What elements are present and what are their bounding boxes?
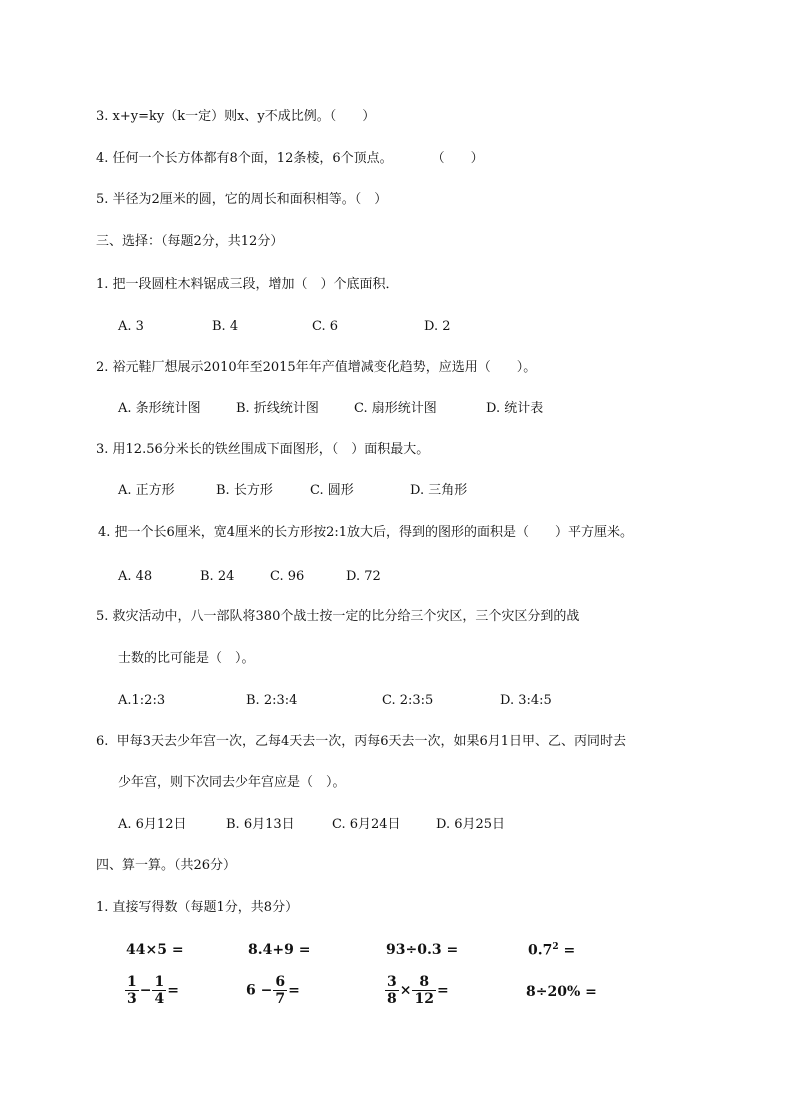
mc-q4-option-d: D. 72 (346, 569, 381, 584)
mc-q3-option-b: B. 长方形 (216, 483, 273, 498)
mc-q4: 4. 把一个长6厘米，宽4厘米的长方形按2:1放大后，得到的图形的面积是（ ）平方厘米。 (98, 525, 634, 540)
mc-q6-option-c: C. 6月24日 (332, 817, 401, 832)
calc-93-div-0-3: 93÷0.3 = (386, 942, 459, 958)
equals-sign: = (167, 982, 179, 999)
fraction-8-12 (412, 974, 435, 1007)
mc-q5-option-d: D. 3:4:5 (500, 693, 552, 708)
mc-q5-cont: 士数的比可能是（ ）。 (118, 651, 255, 666)
section4-title: 四、算一算。（共26分） (96, 858, 237, 873)
fraction-denominator: 3 (127, 991, 137, 1007)
fraction-numerator: 3 (387, 974, 397, 990)
calc-0-7-equals: = (558, 942, 576, 959)
mc-q2: 2. 裕元鞋厂想展示2010年至2015年年产值增减变化趋势，应选用（ ）。 (96, 360, 537, 375)
mc-q3-option-a: A. 正方形 (118, 483, 175, 498)
calc-6-minus: 6 − (246, 982, 273, 999)
fraction-numerator: 6 (275, 974, 286, 990)
mc-q6: 6. 甲每3天去少年宫一次，乙每4天去一次，丙每6天去一次，如果6月1日甲、乙、丙同时去 (96, 734, 627, 749)
section4-sub1: 1. 直接写得数（每题1分，共8分） (96, 900, 299, 915)
mc-q2-option-d: D. 统计表 (486, 401, 544, 416)
mc-q4-option-b: B. 24 (200, 569, 235, 584)
judge-q5: 5. 半径为2厘米的圆，它的周长和面积相等。（ ） (96, 192, 388, 207)
mc-q1-option-c: C. 6 (312, 319, 339, 334)
mc-q5-option-a: A.1:2:3 (118, 693, 166, 708)
section3-title: 三、选择：（每题2分，共12分） (96, 234, 284, 249)
mc-q6-option-b: B. 6月13日 (226, 817, 295, 832)
fraction-1-4 (152, 974, 166, 1007)
mc-q1-option-b: B. 4 (212, 319, 239, 334)
fraction-denominator: 4 (154, 991, 165, 1007)
calc-0-7-base: 0.7 (528, 942, 553, 959)
minus-sign: − (139, 982, 152, 999)
fraction-numerator: 8 (412, 974, 435, 991)
fraction-1-3 (125, 974, 139, 1007)
calc-3-8-times-8-12 (384, 974, 449, 1007)
mc-q4-option-a: A. 48 (118, 569, 153, 584)
fraction-3-8 (385, 974, 399, 1007)
mc-q2-option-a: A. 条形统计图 (118, 401, 201, 416)
mc-q3-option-c: C. 圆形 (310, 483, 354, 498)
times-sign: × (399, 982, 412, 999)
mc-q5-option-b: B. 2:3:4 (246, 693, 298, 708)
fraction-6-7 (273, 974, 287, 1007)
mc-q2-option-b: B. 折线统计图 (236, 401, 319, 416)
mc-q1: 1. 把一段圆柱木料锯成三段，增加（ ）个底面积． (96, 277, 399, 292)
mc-q1-option-a: A. 3 (118, 319, 144, 334)
judge-q4: 4. 任何一个长方体都有8个面，12条棱，6个顶点。 （ ） (96, 151, 484, 166)
calc-8-4-plus-9: 8.4+9 = (248, 942, 311, 958)
mc-q6-cont: 少年宫，则下次同去少年宫应是（ ）。 (118, 775, 346, 790)
calc-1-3-minus-1-4 (124, 974, 179, 1007)
fraction-denominator: 7 (275, 991, 286, 1007)
mc-q1-option-d: D. 2 (424, 319, 451, 334)
calc-0-7-exponent: 2 (552, 942, 559, 952)
calc-44x5: 44×5 = (126, 942, 184, 958)
mc-q5-option-c: C. 2:3:5 (382, 693, 434, 708)
mc-q2-option-c: C. 扇形统计图 (354, 401, 437, 416)
mc-q6-option-d: D. 6月25日 (436, 817, 506, 832)
calc-6-minus-6-7 (246, 974, 300, 1007)
mc-q3: 3. 用12.56分米长的铁丝围成下面图形，（ ）面积最大。 (96, 442, 430, 457)
mc-q4-option-c: C. 96 (270, 569, 305, 584)
judge-q3: 3. x+y=ky（k一定）则x、y不成比例。（ ） (96, 109, 376, 124)
mc-q5: 5. 救灾活动中，八一部队将380个战士按一定的比分给三个灾区，三个灾区分到的战 (96, 609, 580, 624)
equals-sign: = (288, 982, 300, 999)
calc-0-7-squared (528, 942, 575, 959)
equals-sign: = (436, 982, 449, 999)
mc-q6-option-a: A. 6月12日 (118, 817, 187, 832)
fraction-numerator: 1 (127, 974, 137, 990)
fraction-denominator: 8 (387, 991, 397, 1007)
calc-8-div-20-percent: 8÷20% = (526, 984, 597, 1000)
fraction-numerator: 1 (154, 974, 165, 990)
fraction-denominator: 12 (414, 991, 434, 1007)
mc-q3-option-d: D. 三角形 (410, 483, 468, 498)
